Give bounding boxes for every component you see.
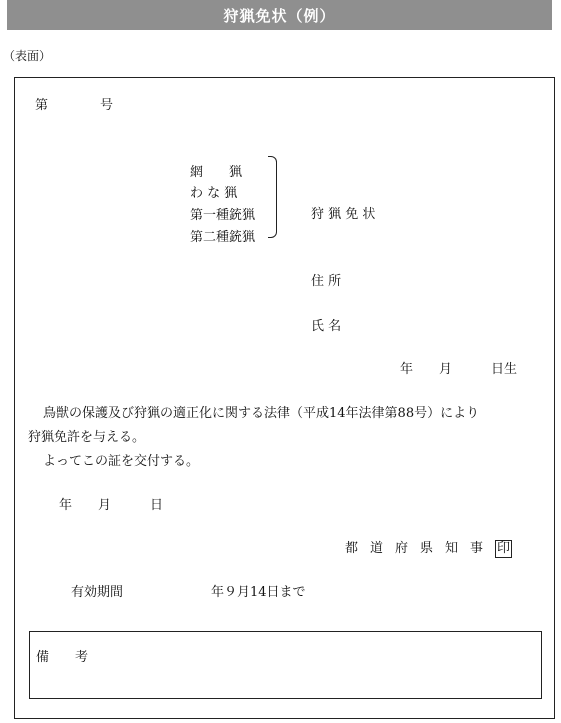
validity-label: 有効期間 [71, 585, 124, 600]
license-number: 第 号 [35, 98, 114, 113]
side-label: （表面） [3, 49, 52, 63]
license-type-gun-1: 第一種銃猟 [190, 208, 256, 223]
page-title: 狩猟免状（例） [223, 6, 336, 25]
license-type-net: 網 猟 [190, 165, 243, 180]
validity-value: 年９月14日まで [211, 585, 306, 600]
name-label: 氏 名 [311, 319, 342, 334]
seal-mark: 印 [497, 541, 511, 556]
license-type-brace [268, 156, 277, 238]
document-title: 狩 猟 免 状 [311, 207, 376, 222]
body-line-2: 狩猟免許を与える。 [28, 430, 146, 445]
license-type-trap: わ な 猟 [190, 186, 238, 201]
remarks-label: 備 考 [36, 650, 89, 665]
issue-date: 年 月 日 [59, 498, 164, 513]
address-label: 住 所 [311, 274, 342, 289]
issuer-title: 都道府県知事 [345, 541, 496, 556]
remarks-box [29, 631, 542, 699]
issuer [345, 537, 512, 558]
birth-date: 年 月 日生 [400, 362, 518, 377]
license-type-gun-2: 第二種銃猟 [190, 230, 256, 245]
page-title-banner [7, 0, 552, 30]
body-line-1: 鳥獣の保護及び狩猟の適正化に関する法律（平成14年法律第88号）により [43, 406, 480, 421]
license-document [14, 77, 555, 719]
body-line-3: よってこの証を交付する。 [43, 454, 200, 469]
